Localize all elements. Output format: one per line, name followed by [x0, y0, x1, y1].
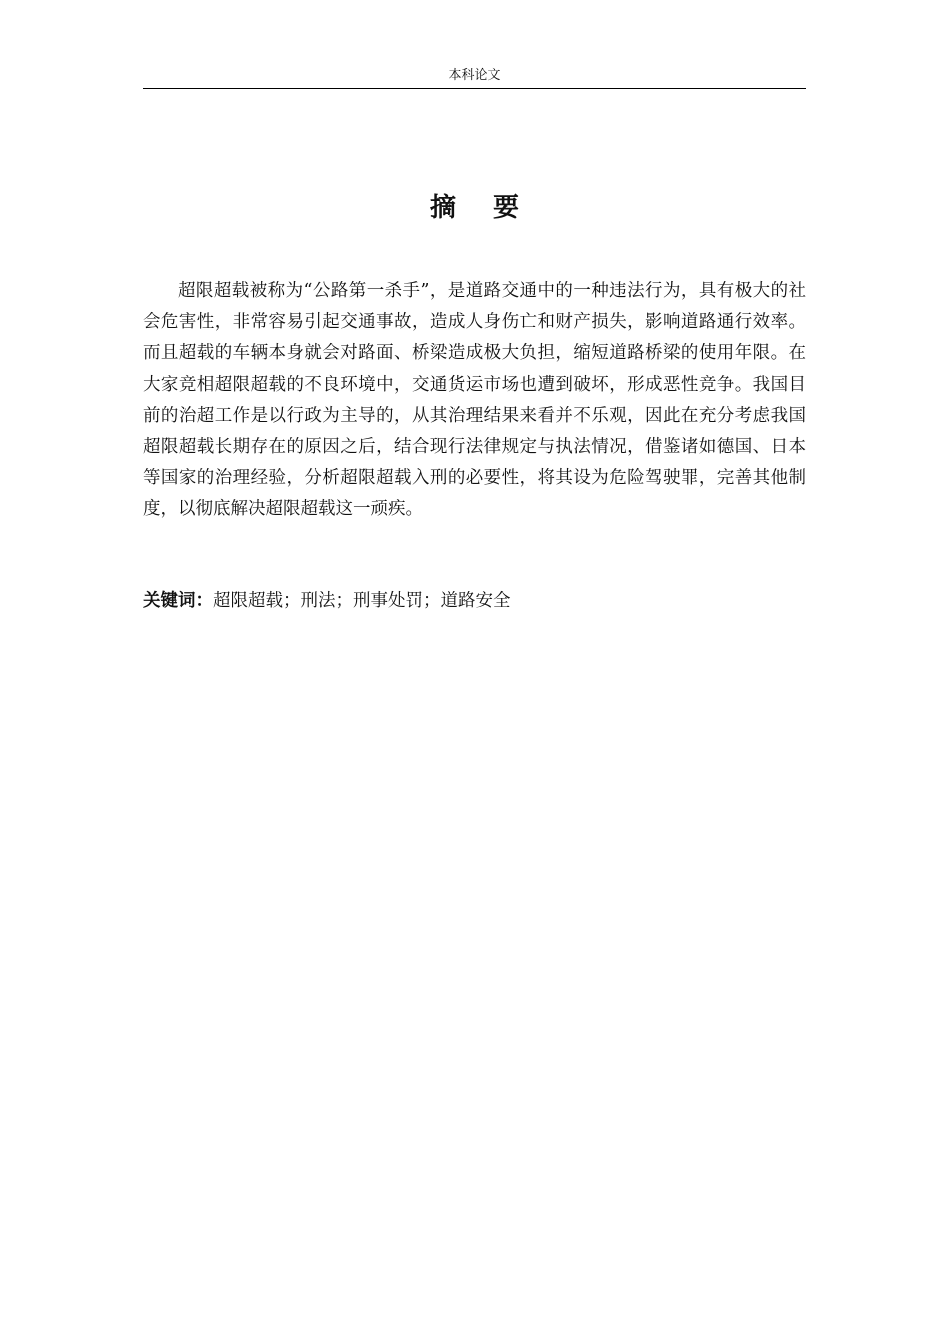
- keywords-value: 超限超载；刑法；刑事处罚；道路安全: [213, 591, 511, 611]
- abstract-title: 摘 要: [429, 193, 534, 223]
- page-header: 本科论文: [448, 68, 501, 83]
- header-divider: [143, 88, 806, 89]
- keywords-label: 关键词：: [143, 591, 213, 611]
- keywords-line: [143, 586, 806, 617]
- abstract-body: 超限超载被称为“公路第一杀手”，是道路交通中的一种违法行为，具有极大的社会危害性，非常容易引起交通事故，造成人身伤亡和财产损失，影响道路通行效率。而且超载的车辆本身就会对路面、桥梁造成极大负担，缩短道路桥梁的使用年限。在大家竞相超限超载的不良环境中，交通货运市场也遭到破坏，形成恶性竞争。我国目前的治超工作是以行政为主导的，从其治理结果来看并不乐观，因此在充分考虑我国超限超载长期存在的原因之后，结合现行法律规定与执法情况，借鉴诸如德国、日本等国家的治理经验，分析超限超载入刑的必要性，将其设为危险驾驶罪，完善其他制度，以彻底解决超限超载这一顽疾。: [143, 281, 806, 520]
